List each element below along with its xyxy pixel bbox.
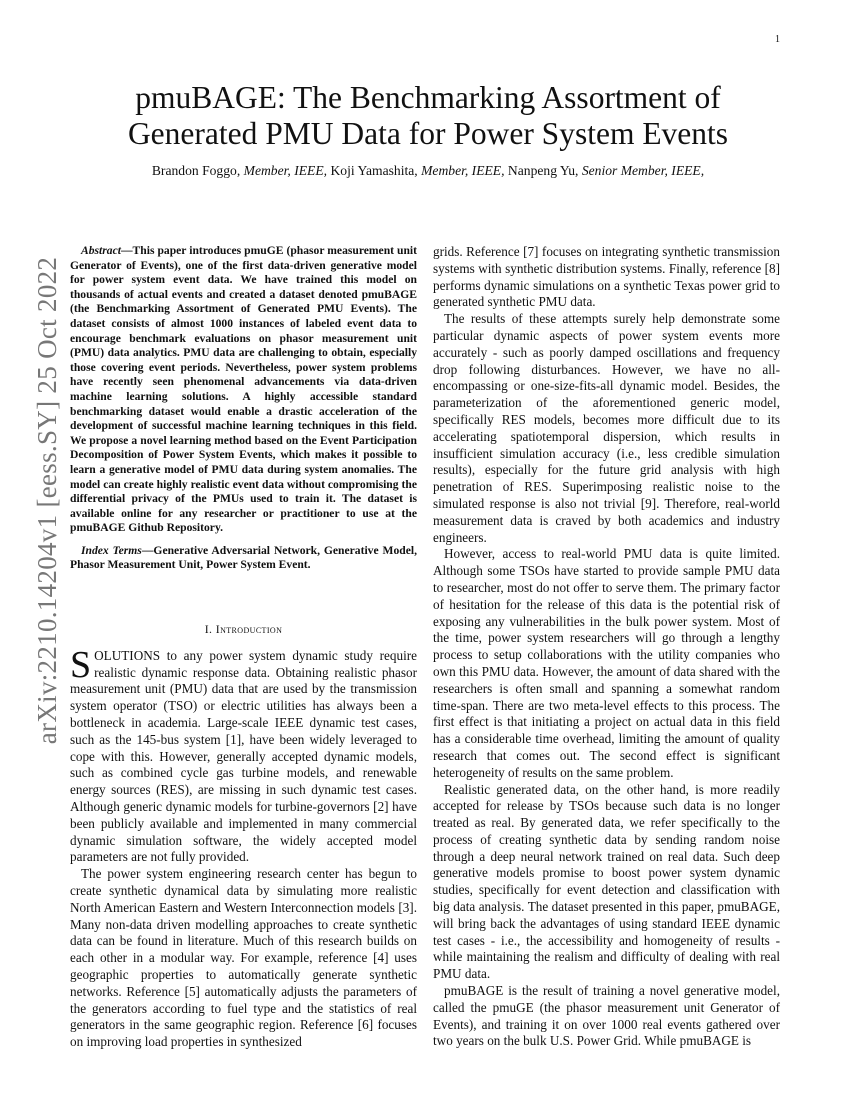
drop-cap: S xyxy=(70,643,92,686)
index-terms xyxy=(70,544,417,573)
right-paragraph-2: The results of these attempts surely help demonstrate some particular dynamic aspects of power system events more accurately - such as poorly damped oscillations and frequency drop following disturbances. However, we have no all-encompassing or one-size-fits-all dynamic model. Besides, the parameterization of the aforementioned generic model, specifically RES models, becomes more difficult due to its accelerating spatiotemporal dispersion, which results in insufficient simulation accuracy (i.e., less credible simulation results), especially for the future grid analysis with high penetration of RES. Superimposing realistic noise to the simulated response is also not trivial [9]. Therefore, real-world measurement data is craved by both academics and industry engineers. xyxy=(433,311,780,545)
right-column xyxy=(433,244,780,1050)
title-line-2: Generated PMU Data for Power System Events xyxy=(127,116,729,151)
section-title: Introduction xyxy=(215,622,283,637)
abstract-label: Abstract xyxy=(81,244,121,257)
author-1-name: Brandon Foggo, xyxy=(151,163,241,178)
author-3-name: Nanpeng Yu, xyxy=(507,163,579,178)
author-2-role: Member, IEEE, xyxy=(421,163,505,178)
right-paragraph-4: Realistic generated data, on the other hand, is more readily accepted for release by TSOs because such data is no longer treated as real. By generated data, we refer specifically to the process of creating synthetic data by sending random noise through a deep neural network trained on real data. Such deep generative models promise to boost power system dynamic studies, specifically for event detection and classification with big data analysis. The dataset presented in this paper, pmuBAGE, will bring back the advantages of using standard IEEE dynamic test cases - i.e., the accessibility and homogeneity of results - while maintaining the realism and difficulty of dealing with real PMU data. xyxy=(433,781,780,982)
author-1-role: Member, IEEE, xyxy=(243,163,328,178)
index-terms-label: Index Terms xyxy=(81,543,142,557)
abstract-text: —This paper introduces pmuGE (phasor measurement unit Generator of Events), one of the first data-driven generative model for power system event data. We have trained this model on thousands of actual events and created a dataset denoted pmuBAGE (the Benchmarking Assortment of Generated PMU Events). The dataset consists of almost 1000 instances of labeled event data to encourage benchmark evaluations on phasor measurement unit (PMU) data analytics. PMU data are challenging to obtain, especially those covering event periods. Nevertheless, power system problems have recently seen phenomenal advancements via data-driven machine learning solutions. A highly accessible standard benchmarking dataset would enable a drastic acceleration of the development of successful machine learning techniques in this field. We propose a novel learning method based on the Event Participation Decomposition of Power System Events, which makes it possible to learn a generative model of PMU data during system anomalies. The model can create highly realistic event data without compromising the differential privacy of the PMUs used to train it. The dataset is available online for any researcher or practitioner to use at the pmuBAGE Github Repository. xyxy=(70,244,417,535)
paper-title xyxy=(70,80,786,152)
abstract xyxy=(70,244,417,536)
first-word-rest: OLUTIONS xyxy=(94,647,161,663)
intro-paragraph-1-text: to any power system dynamic study require realistic dynamic response data. Obtaining realistic phasor measurement unit (PMU) data that are used by the transmission system operator (TSO) or electric utilities has always been a bottleneck in academia. Large-scale IEEE dynamic test cases, such as the 145-bus system [1], have been widely leveraged to cope with this. However, generally accepted dynamic models, such as combined cycle gas turbine models, and renewable energy sources (RES), are missing in such dynamic test cases. Although generic dynamic models for turbine-governors [2] have been publicly available and implemented in many commercial dynamic simulation software, the widely accepted model parameters are not fully provided. xyxy=(70,647,417,865)
title-line-1: pmuBAGE: The Benchmarking Assortment of xyxy=(135,80,721,115)
index-terms-text: —Generative Adversarial Network, Generative Model, Phasor Measurement Unit, Power System Event. xyxy=(70,543,417,572)
author-3-role: Senior Member, IEEE, xyxy=(581,163,705,178)
intro-paragraph-2: The power system engineering research center has begun to create synthetic dynamical data by simulating more realistic North American Eastern and Western Interconnection models [3]. Many non-data driven modelling approaches to create synthetic data can be found in literature. Much of this research builds on each other in a modular way. For example, reference [4] uses geographic properties to automatically generate synthetic networks. Reference [5] automatically adjusts the parameters of the generators according to fuel type and the statistics of real generators in the same geographic region. Reference [6] focuses on improving load properties in synthesized xyxy=(70,866,417,1050)
left-column xyxy=(70,244,417,1051)
author-list xyxy=(70,163,786,179)
right-paragraph-5: pmuBAGE is the result of training a novel generative model, called the pmuGE (the phasor measurement unit Generator of Events), and training it on over 1000 real events gathered over two years on the bulk U.S. Power Grid. While pmuBAGE is xyxy=(433,983,780,1049)
section-number: I. xyxy=(204,622,213,637)
page-number: 1 xyxy=(775,34,780,45)
intro-paragraph-1 xyxy=(70,643,417,866)
right-paragraph-3: However, access to real-world PMU data is quite limited. Although some TSOs have started to provide sample PMU data to researcher, most do not offer to serve them. The primary factor of hesitation for the release of this data is the potential risk of exposing any vulnerabilities in the bulk power system. Most of the time, power system researchers will go through a lengthy process to setup collaborations with the utility companies who own this PMU data. However, the amount of data shared with the researchers is often small and spanning a somewhat random time-span. There are two meta-level effects to this process. The first effect is that initiating a project on actual data in this field has a considerable time overhead, limiting the amount of quality research that comes out. The second effect is significant heterogeneity of results on the same problem. xyxy=(433,546,780,780)
section-heading-introduction xyxy=(70,621,417,638)
author-2-name: Koji Yamashita, xyxy=(330,163,418,178)
arxiv-identifier-text: arXiv:2210.14204v1 [eess.SY] 25 Oct 2022 xyxy=(32,256,63,744)
arxiv-identifier xyxy=(18,256,78,744)
right-paragraph-1: grids. Reference [7] focuses on integrating synthetic transmission systems with synthetic distribution systems. Finally, reference [8] performs dynamic simulations on a synthetic Texas power grid to generated synthetic PMU data. xyxy=(433,244,780,310)
